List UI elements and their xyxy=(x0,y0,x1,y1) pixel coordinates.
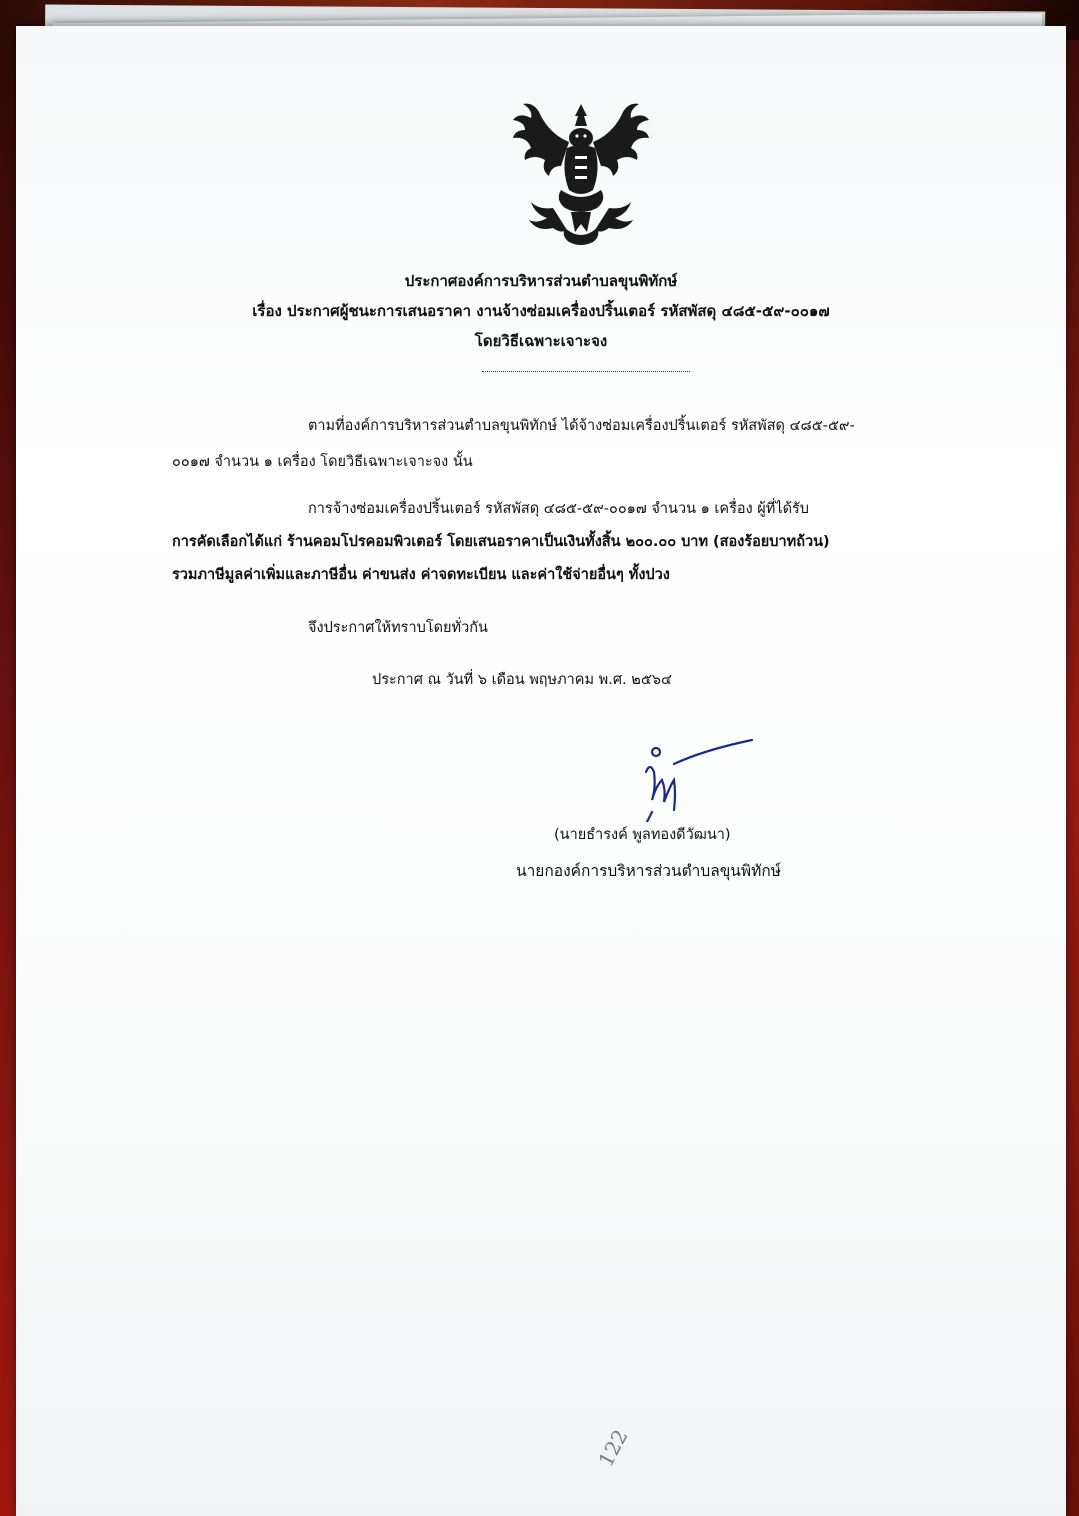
document-page xyxy=(16,26,1066,1516)
page-number: 122 xyxy=(593,1425,633,1471)
title-separator xyxy=(482,371,690,372)
paragraph-1-line-1: ตามที่องค์การบริหารส่วนตำบลขุนพิทักษ์ ได้จ้างซ่อมเครื่องปริ้นเตอร์ รหัสพัสดุ ๔๘๕-๕๙- xyxy=(308,418,855,434)
signer-name: (นายธำรงค์ พูลทองดีวัฒนา) xyxy=(554,827,731,843)
paragraph-3: จึงประกาศให้ทราบโดยทั่วกัน xyxy=(308,620,488,636)
paragraph-2-line-3: รวมภาษีมูลค่าเพิ่มและภาษีอื่น ค่าขนส่ง ค่าจดทะเบียน และค่าใช้จ่ายอื่นๆ ทั้งปวง xyxy=(172,567,670,583)
paragraph-1-line-2: ๐๐๑๗ จำนวน ๑ เครื่อง โดยวิธีเฉพาะเจาะจง นั้น xyxy=(172,454,473,470)
signer-position: นายกองค์การบริหารส่วนตำบลขุนพิทักษ์ xyxy=(516,862,781,880)
handwritten-signature xyxy=(636,732,766,822)
paragraph-2-line-2: การคัดเลือกได้แก่ ร้านคอมโปรคอมพิวเตอร์ โดยเสนอราคาเป็นเงินทั้งสิ้น ๒๐๐.๐๐ บาท (สองร้อยบาทถ้วน) xyxy=(172,534,830,550)
announcement-date: ประกาศ ณ วันที่ ๖ เดือน พฤษภาคม พ.ศ. ๒๕๖๔ xyxy=(372,672,672,688)
garuda-emblem-icon xyxy=(501,90,661,250)
announcement-method: โดยวิธีเฉพาะเจาะจง xyxy=(474,332,608,350)
announcement-title: ประกาศองค์การบริหารส่วนตำบลขุนพิทักษ์ xyxy=(404,272,678,290)
announcement-subject: เรื่อง ประกาศผู้ชนะการเสนอราคา งานจ้างซ่อมเครื่องปริ้นเตอร์ รหัสพัสดุ ๔๘๕-๕๙-๐๐๑๗ xyxy=(252,302,830,320)
paragraph-2-line-1: การจ้างซ่อมเครื่องปริ้นเตอร์ รหัสพัสดุ ๔๘๕-๕๙-๐๐๑๗ จำนวน ๑ เครื่อง ผู้ที่ได้รับ xyxy=(308,501,810,517)
